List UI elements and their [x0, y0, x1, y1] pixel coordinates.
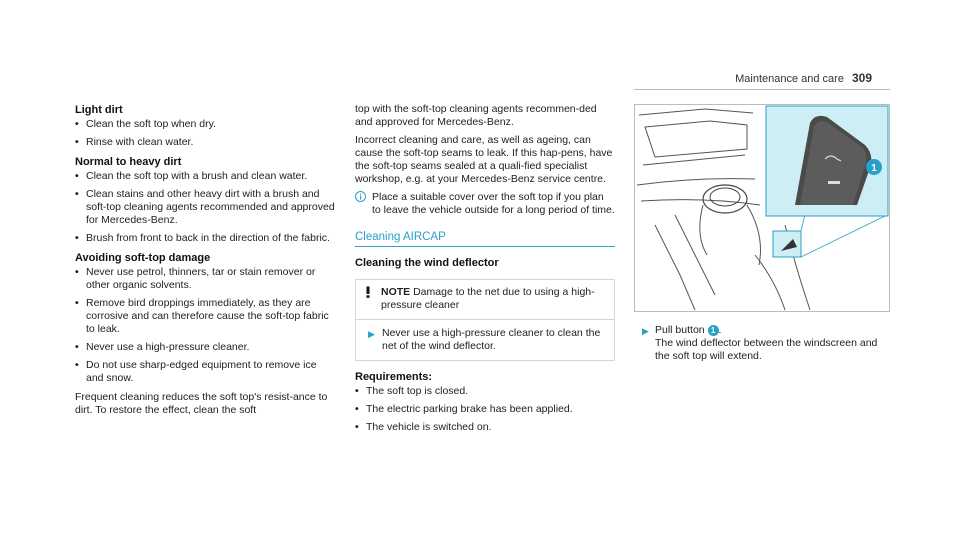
list-normal-dirt	[75, 170, 335, 245]
heading-requirements: Requirements:	[355, 371, 433, 383]
list-item: • The soft top is closed.	[355, 385, 615, 398]
heading-light-dirt: Light dirt	[75, 104, 123, 116]
note-label: NOTE	[381, 286, 411, 298]
button-badge: 1	[708, 325, 719, 336]
heading-wind-deflector: Cleaning the wind deflector	[355, 257, 499, 269]
list-item: • The electric parking brake has been applied.	[355, 403, 615, 416]
list-item: • Rinse with clean water.	[75, 136, 335, 149]
section-title-aircap: Cleaning AIRCAP	[355, 231, 446, 243]
section-name: Maintenance and care	[735, 73, 844, 85]
list-requirements	[355, 385, 615, 434]
arrow-right-icon: ▶	[368, 329, 375, 339]
list-avoid-damage	[75, 266, 335, 385]
note-action	[356, 319, 614, 360]
list-item: • Brush from front to back in the direction of the fabric.	[75, 232, 335, 245]
note-box	[355, 279, 615, 361]
page-header	[735, 72, 872, 86]
arrow-right-icon: ▶	[642, 326, 649, 336]
section-divider	[355, 246, 615, 247]
heading-normal-dirt: Normal to heavy dirt	[75, 156, 182, 168]
paragraph-incorrect-cleaning: Incorrect cleaning and care, as well as ageing, can cause the soft-top seams to leak. If this hap-pens, have the soft-top seams sealed at a quali-fied specialist workshop, e.g. at your Mercedes-Benz service centre.	[355, 134, 613, 185]
step-result-text: The wind deflector between the windscreen and the soft top will extend.	[655, 337, 878, 362]
note-text: Damage to the net due to using a high-pressure cleaner	[381, 286, 595, 311]
list-item: • Clean stains and other heavy dirt with a brush and soft-top cleaning agents recommended and approved for Mercedes-Benz.	[75, 188, 335, 227]
warning-icon	[363, 286, 381, 312]
list-item: • Remove bird droppings immediately, as they are corrosive and can therefore cause the soft-top fabric to leak.	[75, 297, 335, 336]
column-right	[642, 324, 892, 363]
tip-text: Place a suitable cover over the soft top if you plan to leave the vehicle outside for a long period of time.	[372, 191, 615, 216]
step-suffix: .	[718, 324, 722, 336]
callout-badge-number: 1	[871, 163, 877, 174]
page-number: 309	[851, 71, 872, 85]
list-item: • Never use a high-pressure cleaner.	[75, 341, 335, 354]
instruction-step	[642, 324, 892, 363]
tip-block	[355, 191, 615, 217]
step-prefix: Pull button	[655, 324, 705, 336]
console-illustration	[634, 104, 890, 312]
note-header	[356, 280, 614, 319]
heading-avoid-damage: Avoiding soft-top damage	[75, 252, 211, 264]
console-drawing	[635, 105, 889, 311]
paragraph-continued: top with the soft-top cleaning agents recommen-ded and approved for Mercedes-Benz.	[355, 103, 597, 128]
list-item: • Clean the soft top when dry.	[75, 118, 335, 131]
header-divider	[634, 89, 890, 90]
list-item: • Never use petrol, thinners, tar or stain remover or other organic solvents.	[75, 266, 335, 292]
column-middle	[355, 103, 615, 440]
list-item: • The vehicle is switched on.	[355, 421, 615, 434]
paragraph-frequent-cleaning: Frequent cleaning reduces the soft top's resist-ance to dirt. To restore the effect, clean the soft	[75, 391, 328, 416]
column-left	[75, 103, 335, 422]
info-icon	[355, 191, 367, 217]
note-action-text: Never use a high-pressure cleaner to clean the net of the wind deflector.	[382, 327, 601, 352]
list-light-dirt	[75, 118, 335, 149]
list-item: • Do not use sharp-edged equipment to remove ice and snow.	[75, 359, 335, 385]
list-item: • Clean the soft top with a brush and clean water.	[75, 170, 335, 183]
